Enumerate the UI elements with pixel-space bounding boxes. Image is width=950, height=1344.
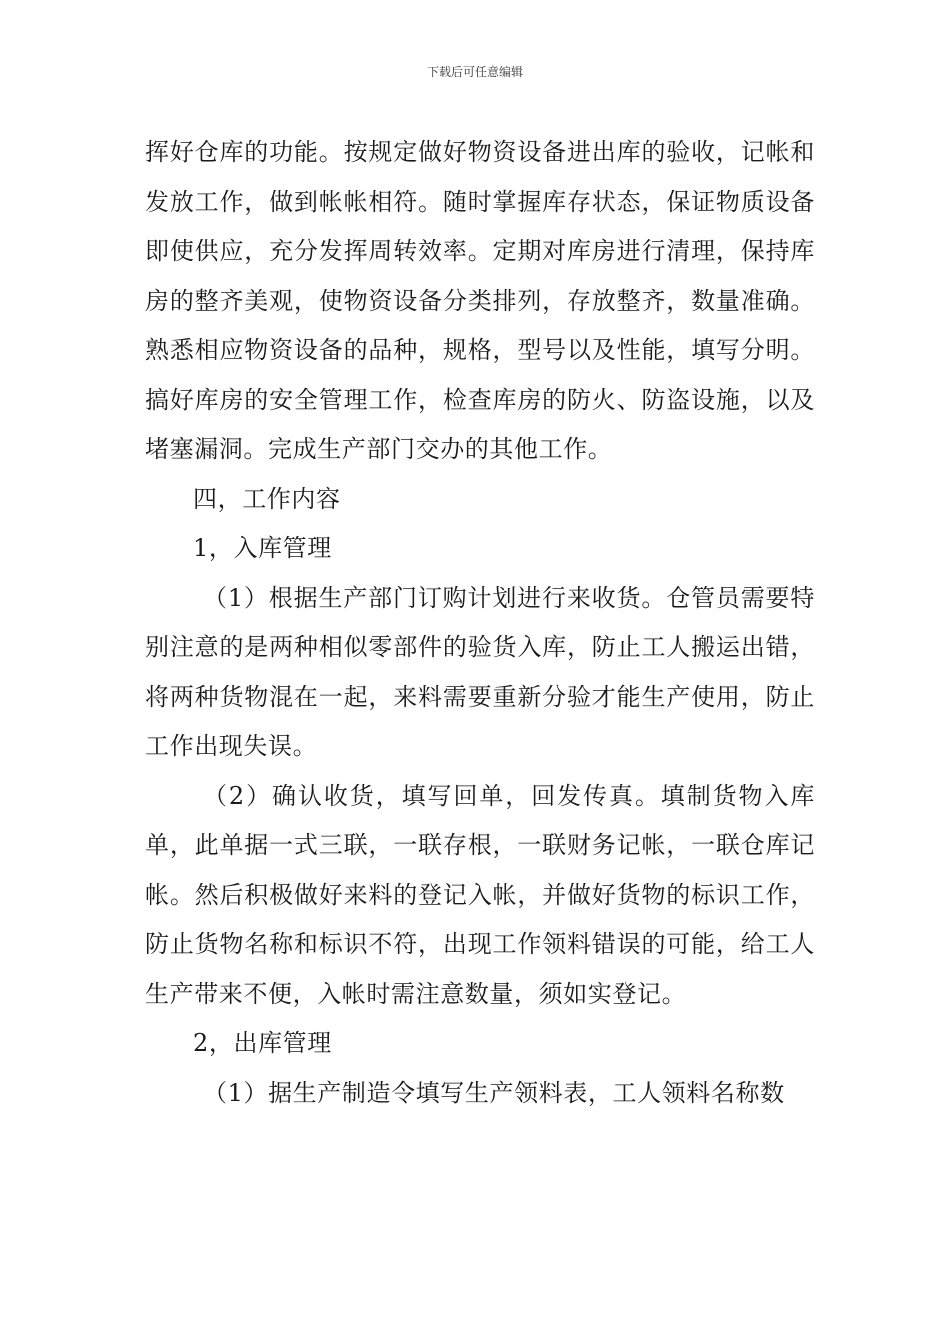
document-body <box>145 128 815 1118</box>
paragraph-inbound-item-2: （2）确认收货，填写回单，回发传真。填制货物入库单，此单据一式三联，一联存根，一联财务记帐，一联仓库记帐。然后积极做好来料的登记入帐，并做好货物的标识工作，防止货物名称和标识不符，出现工作领料错误的可能，给工人生产带来不便，入帐时需注意数量，须如实登记。 <box>145 781 815 1008</box>
paragraph-warehouse-duties: 挥好仓库的功能。按规定做好物资设备进出库的验收，记帐和发放工作，做到帐帐相符。随时掌握库存状态，保证物质设备即使供应，充分发挥周转效率。定期对库房进行清理，保持库房的整齐美观，使物资设备分类排列，存放整齐，数量准确。熟悉相应物资设备的品种，规格，型号以及性能，填写分明。搞好库房的安全管理工作，检查库房的防火、防盗设施，以及堵塞漏洞。完成生产部门交办的其他工作。 <box>145 138 815 463</box>
paragraph-outbound-item-1: （1）据生产制造令填写生产领料表，工人领料名称数 <box>203 1078 785 1107</box>
paragraph-inbound-item-1: （1）根据生产部门订购计划进行来收货。仓管员需要特别注意的是两种相似零部件的验货入库，防止工人搬运出错，将两种货物混在一起，来料需要重新分验才能生产使用，防止工作出现失误。 <box>145 583 815 760</box>
page-header: 下载后可任意编辑 <box>426 65 523 79</box>
subheading-outbound-management: 2，出库管理 <box>193 1029 332 1057</box>
section-heading-work-content: 四，工作内容 <box>193 484 341 513</box>
subheading-inbound-management: 1，入库管理 <box>193 534 332 562</box>
